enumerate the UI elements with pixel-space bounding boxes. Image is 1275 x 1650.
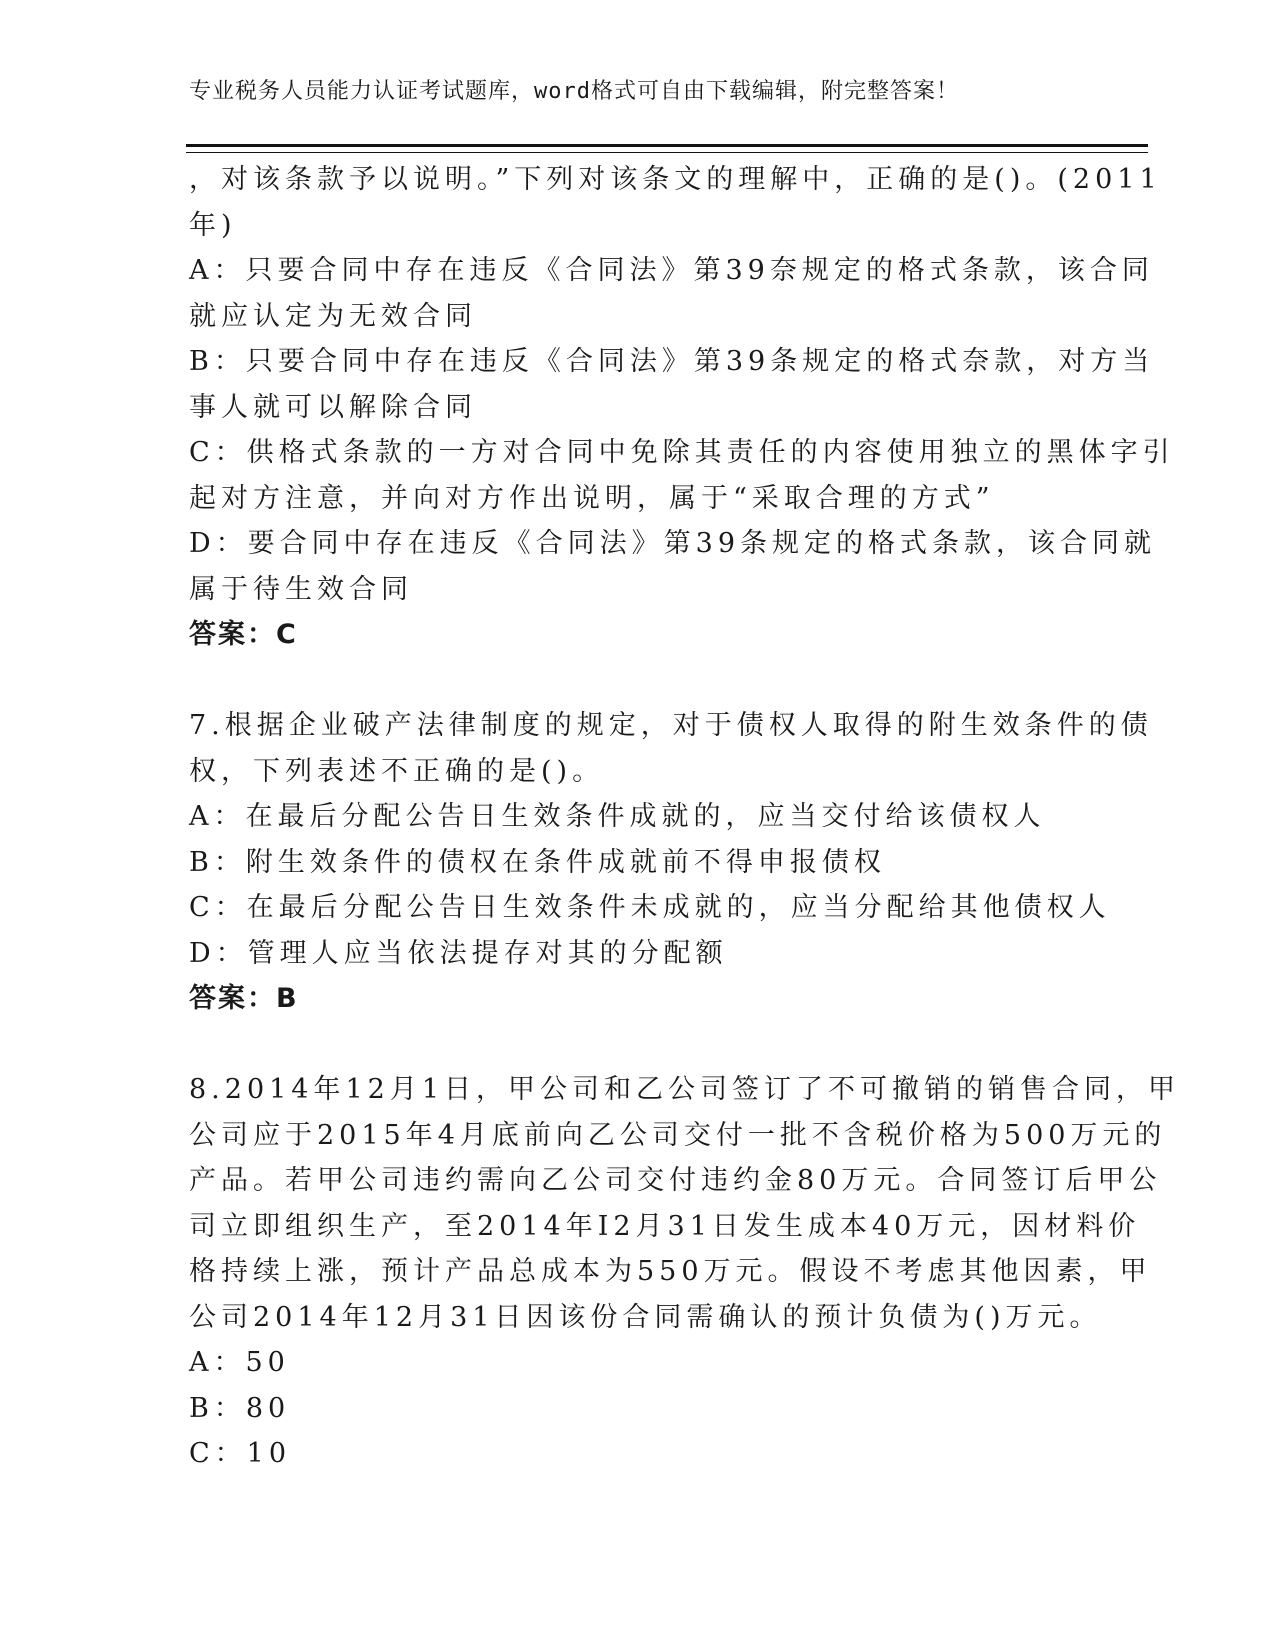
question-7-option-c: C：在最后分配公告日生效条件未成就的，应当分配给其他债权人 [189,892,1111,923]
question-7-stem-line: 权，下列表述不正确的是()。 [189,755,605,787]
question-6-option-c: C：供格式条款的一方对合同中免除其责任的内容使用独立的黑体字引 [189,437,1175,468]
question-6-option-c-cont: 起对方注意，并向对方作出说明，属于“采取合理的方式” [189,482,995,514]
question-spacer [189,658,1089,704]
question-7-stem-line: 7.根据企业破产法律制度的规定，对于债权人取得的附生效条件的债 [189,710,1153,741]
question-6-answer: 答案：C [189,619,298,650]
question-7-option-b: B：附生效条件的债权在条件成就前不得申报债权 [189,846,886,878]
question-8-option-b: B：80 [189,1392,291,1424]
question-6-option-d-cont: 属于待生效合同 [189,573,413,605]
document-body [189,157,1181,1477]
question-7-answer: 答案：B [189,983,299,1014]
question-spacer [189,1022,1089,1068]
question-7-option-d: D：管理人应当依法提存对其的分配额 [189,937,728,969]
question-6 [189,157,1175,658]
question-8-stem-line: 格持续上涨，预计产品总成本为550万元。假设不考虑其他因素，甲 [189,1256,1152,1287]
header-rule-thick [186,144,1148,147]
question-8-option-c: C：10 [189,1438,292,1469]
question-8 [189,1067,1181,1477]
question-6-stem-line: 年) [189,209,237,241]
header-rule-thin [186,152,1148,153]
question-8-stem-line: 公司2014年12月31日因该份合同需确认的预计负债为()万元。 [189,1301,1102,1333]
page-header: 专业税务人员能力认证考试题库，word格式可自由下载编辑，附完整答案！ [189,79,959,104]
question-8-stem-line: 司立即组织生产，至2014年I2月31日发生成本40万元，因材料价 [189,1210,1141,1242]
question-6-option-b: B：只要合同中存在违反《合同法》第39条规定的格式奈款，对方当 [189,346,1155,377]
question-7-option-a: A：在最后分配公告日生效条件成就的，应当交付给该债权人 [189,801,1046,832]
question-8-stem-line: 8.2014年12月1日，甲公司和乙公司签订了不可撤销的销售合同，甲 [189,1074,1181,1105]
question-6-option-d: D：要合同中存在违反《合同法》第39条规定的格式条款，该合同就 [189,528,1157,559]
question-6-option-a-cont: 就应认定为无效合同 [189,300,477,332]
question-8-stem-line: 产品。若甲公司违约需向乙公司交付违约金80万元。合同签订后甲公 [189,1165,1162,1196]
question-6-option-a: A：只要合同中存在违反《合同法》第39奈规定的格式条款，该合同 [189,255,1154,286]
question-8-option-a: A：50 [189,1347,290,1378]
question-6-stem-line: ，对该条款予以说明。”下列对该条文的理解中，正确的是()。(2011 [189,164,1162,195]
question-7 [189,703,1153,1022]
question-6-option-b-cont: 事人就可以解除合同 [189,391,477,423]
question-8-stem-line: 公司应于2015年4月底前向乙公司交付一批不含税价格为500万元的 [189,1119,1167,1151]
